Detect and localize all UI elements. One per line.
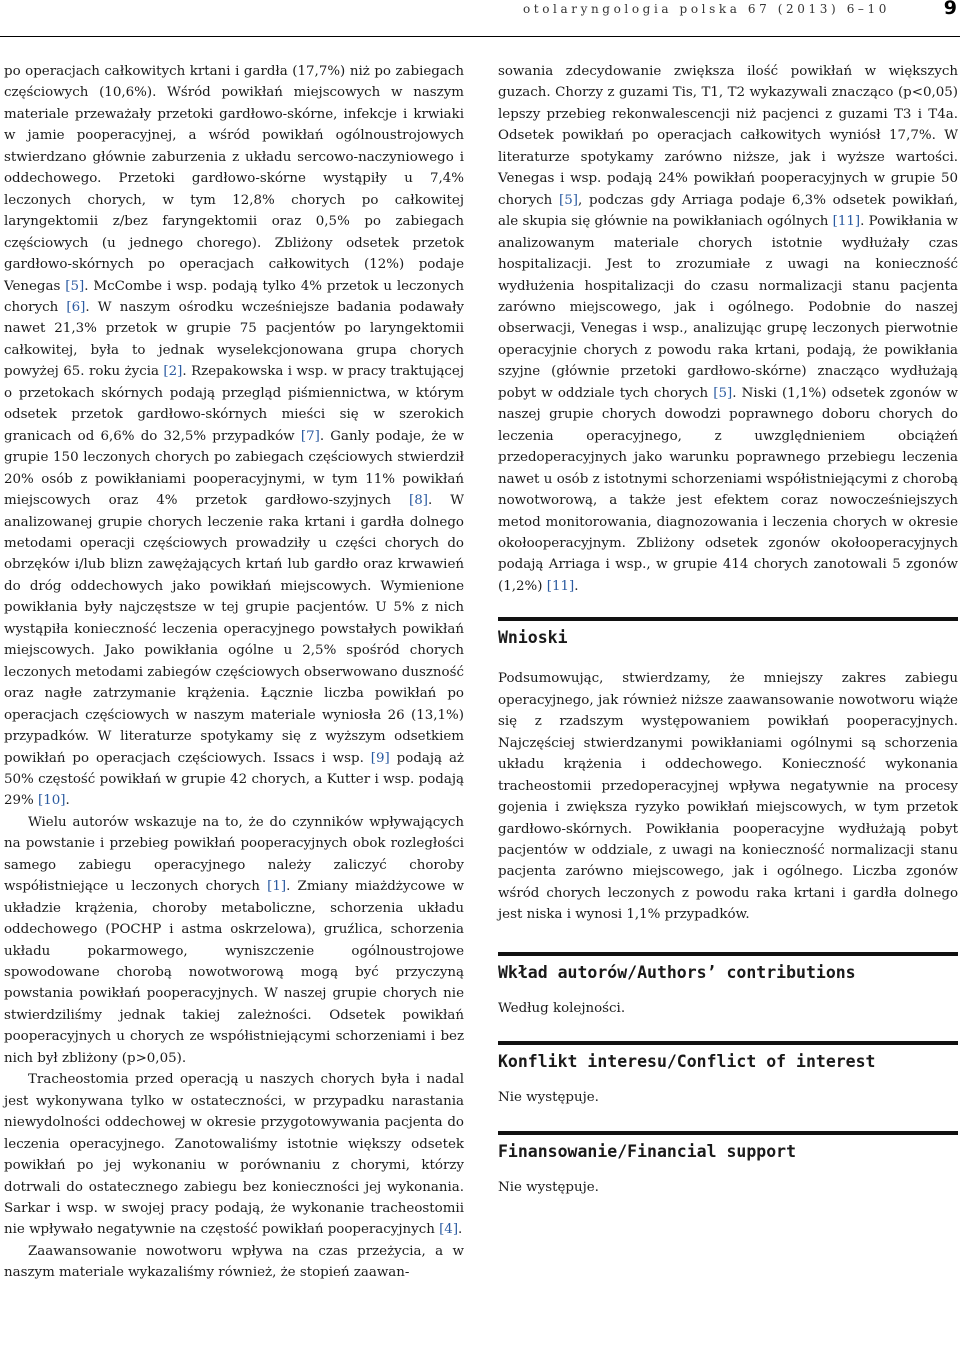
page-number: 9 [943, 0, 957, 19]
section-rule [498, 952, 958, 956]
section-conflict [498, 1041, 958, 1108]
section-title-wnioski: Wnioski [498, 628, 568, 648]
citation-link[interactable]: [5] [559, 192, 578, 208]
body-paragraph: Wielu autorów wskazuje na to, że do czynników wpływających na powstanie i przebieg powikłań pooperacyjnych obok rozległości samego zabiegu operacyjnego należy zaliczyć choroby współistniejące u leczonych chorych [1]. Zmiany miażdżycowe w układzie krążenia, choroby metaboliczne, schorzenia układu oddechowego (POCHP i astma oskrzelowa), gruźlica, schorzenia układu pokarmowego, wyniszczenie ogólnoustrojowe spowodowane chorobą nowotworową mogą być przyczyną powstania powikłań pooperacyjnych. W naszej grupie chorych nie stwierdziliśmy jednak takiej zależności. Odsetek powikłań pooperacyjnych u chorych ze współistniejącymi schorzeniami i bez nich był zbliżony (p>0,05). [4, 814, 465, 1066]
citation-link[interactable]: [2] [163, 364, 183, 380]
section-rule [498, 1131, 958, 1135]
running-header [0, 0, 960, 22]
section-body-contributions: Według kolejności. [498, 1000, 626, 1016]
citation-link[interactable]: [9] [370, 750, 390, 766]
section-wnioski [498, 617, 958, 925]
citation-link[interactable]: [1] [267, 879, 287, 895]
section-rule [498, 1041, 958, 1045]
citation-link[interactable]: [5] [713, 385, 733, 401]
section-contributions [498, 952, 958, 1019]
citation-link[interactable]: [8] [408, 493, 428, 509]
section-title-contributions: Wkład autorów/Authors’ contributions [498, 962, 856, 982]
right-column [498, 61, 958, 1198]
section-body-conflict: Nie występuje. [498, 1090, 599, 1106]
citation-link[interactable]: [6] [66, 299, 86, 315]
section-funding [498, 1131, 958, 1198]
citation-link[interactable]: [11] [546, 578, 575, 594]
header-rule [0, 36, 960, 37]
body-paragraph: sowania zdecydowanie zwiększa ilość powikłań w większych guzach. Chorzy z guzami Tis, T1, T2 wykazywali znacząco (p<0,05) lepszy przebieg rekonwalescencji niż pacjenci z guzami T3 i T4a. Odsetek powikłań po operacjach całkowitych wyniósł 17,7%. W literaturze spotykamy zarówno niższe, jak i wyższe wartości. Venegas i wsp. podają 24% powikłań pooperacyjnych w grupie 50 chorych [5], podczas gdy Arriaga podaje 6,3% odsetek powikłań, ale skupia się głównie na powikłaniach ogólnych [11]. Powikłania w analizowanym materiale chorych istotnie wydłużały czas hospitalizacji. Jest to zrozumiałe z uwagi na konieczność wydłużenia hospitalizacji do czasu normalizacji stanu pacjenta zarówno miejscowego, jak i ogólnego. Podobnie do naszej obserwacji, Venegas i wsp., analizując grupę leczonych pierwotnie operacyjnie chorych z powodu raka krtani, podają, że powikłania szyjne (głównie przetoki gardłowo-skórne) znacząco wydłużają pobyt w oddziale tych chorych [5]. Niski (1,1%) odsetek zgonów w naszej grupie chorych dowodzi poprawnego doboru chorych do leczenia operacyjnego, z uwzględnieniem obciążeń przedoperacyjnych jako warunku poprawnego przebiegu leczenia nawet u osób z istotnymi schorzeniami współistniejącymi z chorobą nowotworową, a także jest efektem coraz nowocześniejszych metod monitorowania, diagnozowania i leczenia chorych w okresie okołooperacyjnym. Zbliżony odsetek zgonów okołooperacyjnych podają Arriaga i wsp., w grupie 414 chorych zanotowali 5 zgonów (1,2%) [11]. [498, 64, 958, 594]
citation-link[interactable]: [7] [300, 428, 320, 444]
body-paragraph: po operacjach całkowitych krtani i gardła (17,7%) niż po zabiegach częściowych (10,6%). Wśród powikłań miejscowych w naszym materiale przeważały przetoki gardłowo-skórne, infekcje i krwiaki w jamie pooperacyjnej, a wśród powikłań ogólnoustrojowych stwierdzano głównie zaburzenia z układu sercowo-naczyniowego i oddechowego. Przetoki gardłowo-skórne wystąpiły u 7,4% leczonych chorych, w tym 12,8% chorych po całkowitej laryngektomii z/bez faryngektomii oraz 0,5% po zabiegach częściowych (u jednego chorego). Zbliżony odsetek przetok gardłowo-skórnych po operacjach całkowitych (12%) podaje Venegas [5]. McCombe i wsp. podają tylko 4% przetok u leczonych chorych [6]. W naszym ośrodku wcześniejsze badania podawały nawet 21,3% przetok w grupie 75 pacjentów po laryngektomii całkowitej, była to jednak wyselekcjonowana grupa chorych powyżej 65. roku życia [2]. Rzepakowska i wsp. w pracy traktującej o przetokach skórnych podają przegląd piśmiennictwa, w którym odsetek przetok gardłowo-skórnych mieści się w szerokich granicach od 6,6% do 32,5% przypadków [7]. Ganly podaje, że w grupie 150 leczonych chorych po zabiegach częściowych stwierdził 20% osób z powikłaniami pooperacyjnymi, w tym 11% powikłań miejscowych oraz 4% przetok gardłowo-szyjnych [8]. W analizowanej grupie chorych leczenie raka krtani i gardła dolnego metodami operacji częściowych prowadziły u części chorych do obrzęków i/lub blizn zawężających krtań lub gardło oraz krwawień do dróg oddechowych jako powikłań miejscowych. Wymienione powikłania były najczęstsze w tej grupie pacjentów. U 5% z nich wystąpiła konieczność leczenia operacyjnego powstałych powikłań miejscowych. Jako powikłania ogólne u 2,5% spośród chorych leczonych metodami zabiegów częściowych obserwowano duszność oraz nagłe zatrzymanie krążenia. Łącznie liczba powikłań po operacjach częściowych w naszym materiale wyniosła 26 (13,1%) przypadków. W literaturze spotykamy się z wyższym odsetkiem powikłań po operacjach częściowych. Issacs i wsp. [9] podają aż 50% częstość powikłań w grupie 42 chorych, a Kutter i wsp. podają 29% [10]. [4, 64, 465, 809]
section-rule [498, 617, 958, 621]
section-body-funding: Nie występuje. [498, 1179, 599, 1195]
section-body-wnioski: Podsumowując, stwierdzamy, że mniejszy zakres zabiegu operacyjnego, jak również niższe zaawansowanie nowotworu wiąże się z rzadszym występowaniem powikłań pooperacyjnych. Najczęściej stwierdzanymi powikłaniami ogólnymi są schorzenia układu krążenia i oddechowego. Konieczność wykonania tracheostomii przedoperacyjnej wpływa negatywnie na procesy gojenia i zwiększa ryzyko powikłań miejscowych, w tym przetok gardłowo-skórnych. Powikłania pooperacyjne wydłużają pobyt pacjentów w oddziale, z uwagi na konieczność normalizacji stanu pacjenta zarówno miejscowego, jak i ogólnego. Liczba zgonów wśród chorych leczonych z powodu raka krtani i gardła dolnego jest niska i wynosi 1,1% przypadków. [498, 671, 958, 923]
left-column [4, 61, 464, 1284]
citation-link[interactable]: [11] [832, 214, 861, 230]
journal-title: otolaryngologia polska 67 (2013) 6–10 [522, 2, 890, 16]
discussion-continuation [498, 61, 958, 597]
citation-link[interactable]: [4] [439, 1222, 459, 1238]
section-title-funding: Finansowanie/Financial support [498, 1141, 797, 1161]
citation-link[interactable]: [10] [38, 793, 66, 809]
citation-link[interactable]: [5] [65, 278, 85, 294]
body-paragraph: Tracheostomia przed operacją u naszych chorych była i nadal jest wykonywana tylko w ostateczności, w przypadku narastania niewydolności oddechowej w okresie przygotowywania pacjenta do leczenia operacyjnego. Zanotowaliśmy istotnie większy odsetek powikłań po jej wykonaniu w porównaniu z chorymi, którzy dotrwali do ostatecznego zabiegu bez konieczności jej wykonania. Sarkar i wsp. w swojej pracy podają, że wykonanie tracheostomii nie wpływało negatywnie na częstość powikłań pooperacyjnych [4]. [4, 1072, 464, 1238]
body-paragraph: Zaawansowanie nowotworu wpływa na czas przeżycia, a w naszym materiale wykazaliśmy również, że stopień zaawan- [4, 1243, 464, 1281]
section-title-conflict: Konflikt interesu/Conflict of interest [498, 1052, 876, 1072]
